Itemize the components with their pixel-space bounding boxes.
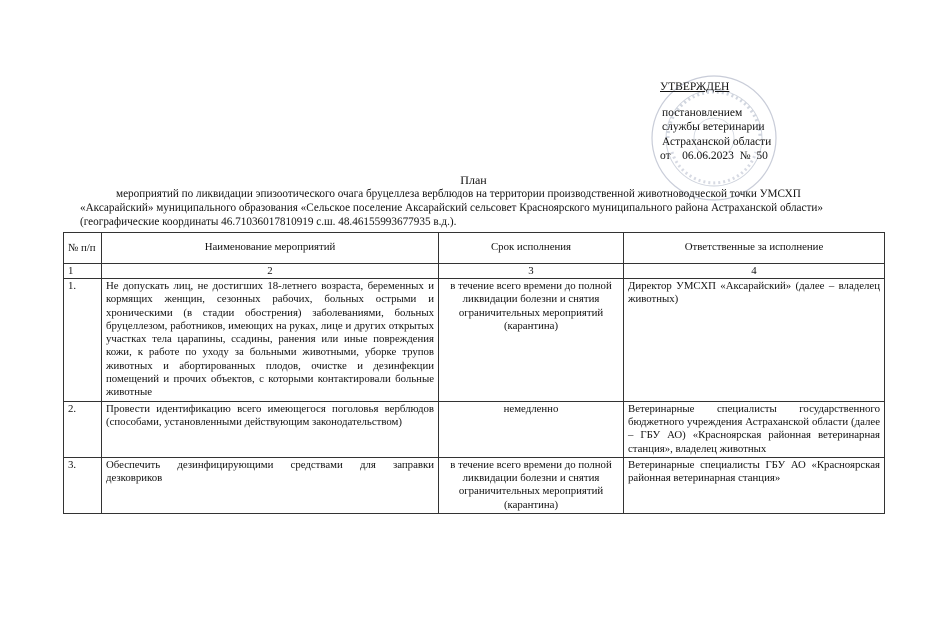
table-row <box>64 457 885 513</box>
row-term: в течение всего времени до полной ликвидации болезни и снятия ограничительных мероприятий (карантина) <box>439 279 624 402</box>
table-header-row <box>64 233 885 264</box>
column-number: 1 <box>64 264 102 279</box>
table-row <box>64 401 885 457</box>
column-number: 3 <box>439 264 624 279</box>
row-responsible: Ветеринарные специалисты государственного бюджетного учреждения Астраханской области (далее – ГБУ АО) «Красноярская районная ветеринарная станция», владелец животных <box>624 401 885 457</box>
row-number: 2. <box>64 401 102 457</box>
measures-table <box>63 232 885 514</box>
column-number: 2 <box>102 264 439 279</box>
row-responsible: Директор УМСХП «Аксарайский» (далее – владелец животных) <box>624 279 885 402</box>
approval-date-number: от 06.06.2023 № 50 <box>660 150 768 162</box>
row-measure: Провести идентификацию всего имеющегося поголовья верблюдов (способами, установленными действующим законодательством) <box>102 401 439 457</box>
plan-description-text: мероприятий по ликвидации эпизоотического очага бруцеллеза верблюдов на территории производственной животноводческой точки УМСХП «Аксарайский» муниципального образования «Сельское поселение Аксарайский сельсовет Красноярского муниципального района Астраханской области» (географические координаты 46.71036017810919 с.ш. 48.46155993677935 в.д.). <box>80 188 823 228</box>
row-measure: Обеспечить дезинфицирующими средствами для заправки дезковриков <box>102 457 439 513</box>
approval-title: УТВЕРЖДЕН <box>660 81 730 93</box>
header-responsible: Ответственные за исполнение <box>624 233 885 264</box>
header-num: № п/п <box>64 233 102 264</box>
header-term: Срок исполнения <box>439 233 624 264</box>
header-name: Наименование мероприятий <box>102 233 439 264</box>
approval-line-region: Астраханской области <box>662 135 772 148</box>
column-number-row <box>64 264 885 279</box>
table-row <box>64 279 885 402</box>
column-number: 4 <box>624 264 885 279</box>
row-measure: Не допускать лиц, не достигших 18-летнего возраста, беременных и кормящих женщин, сезонных рабочих, больных острыми и хроническими (в стадии обострения) заболеваниями, больных бруцеллезом, работников, имеющих на руках, лице и других открытых участках тела царапины, ссадины, ранения или иные повреждения кожи, к работе по уходу за больными животными, уборке трупов животных и абортированных плодов, очистке и дезинфекции помещений и прочих объектов, с которыми контактировали больные животные <box>102 279 439 402</box>
row-number: 3. <box>64 457 102 513</box>
row-term: в течение всего времени до полной ликвидации болезни и снятия ограничительных мероприятий (карантина) <box>439 457 624 513</box>
approval-line-resolution: постановлением <box>662 106 743 119</box>
approval-line-service: службы ветеринарии <box>662 121 765 133</box>
row-term: немедленно <box>439 401 624 457</box>
plan-description <box>80 188 875 229</box>
approval-block <box>640 80 810 164</box>
row-number: 1. <box>64 279 102 402</box>
plan-title: План <box>460 173 487 187</box>
row-responsible: Ветеринарные специалисты ГБУ АО «Красноярская районная ветеринарная станция» <box>624 457 885 513</box>
